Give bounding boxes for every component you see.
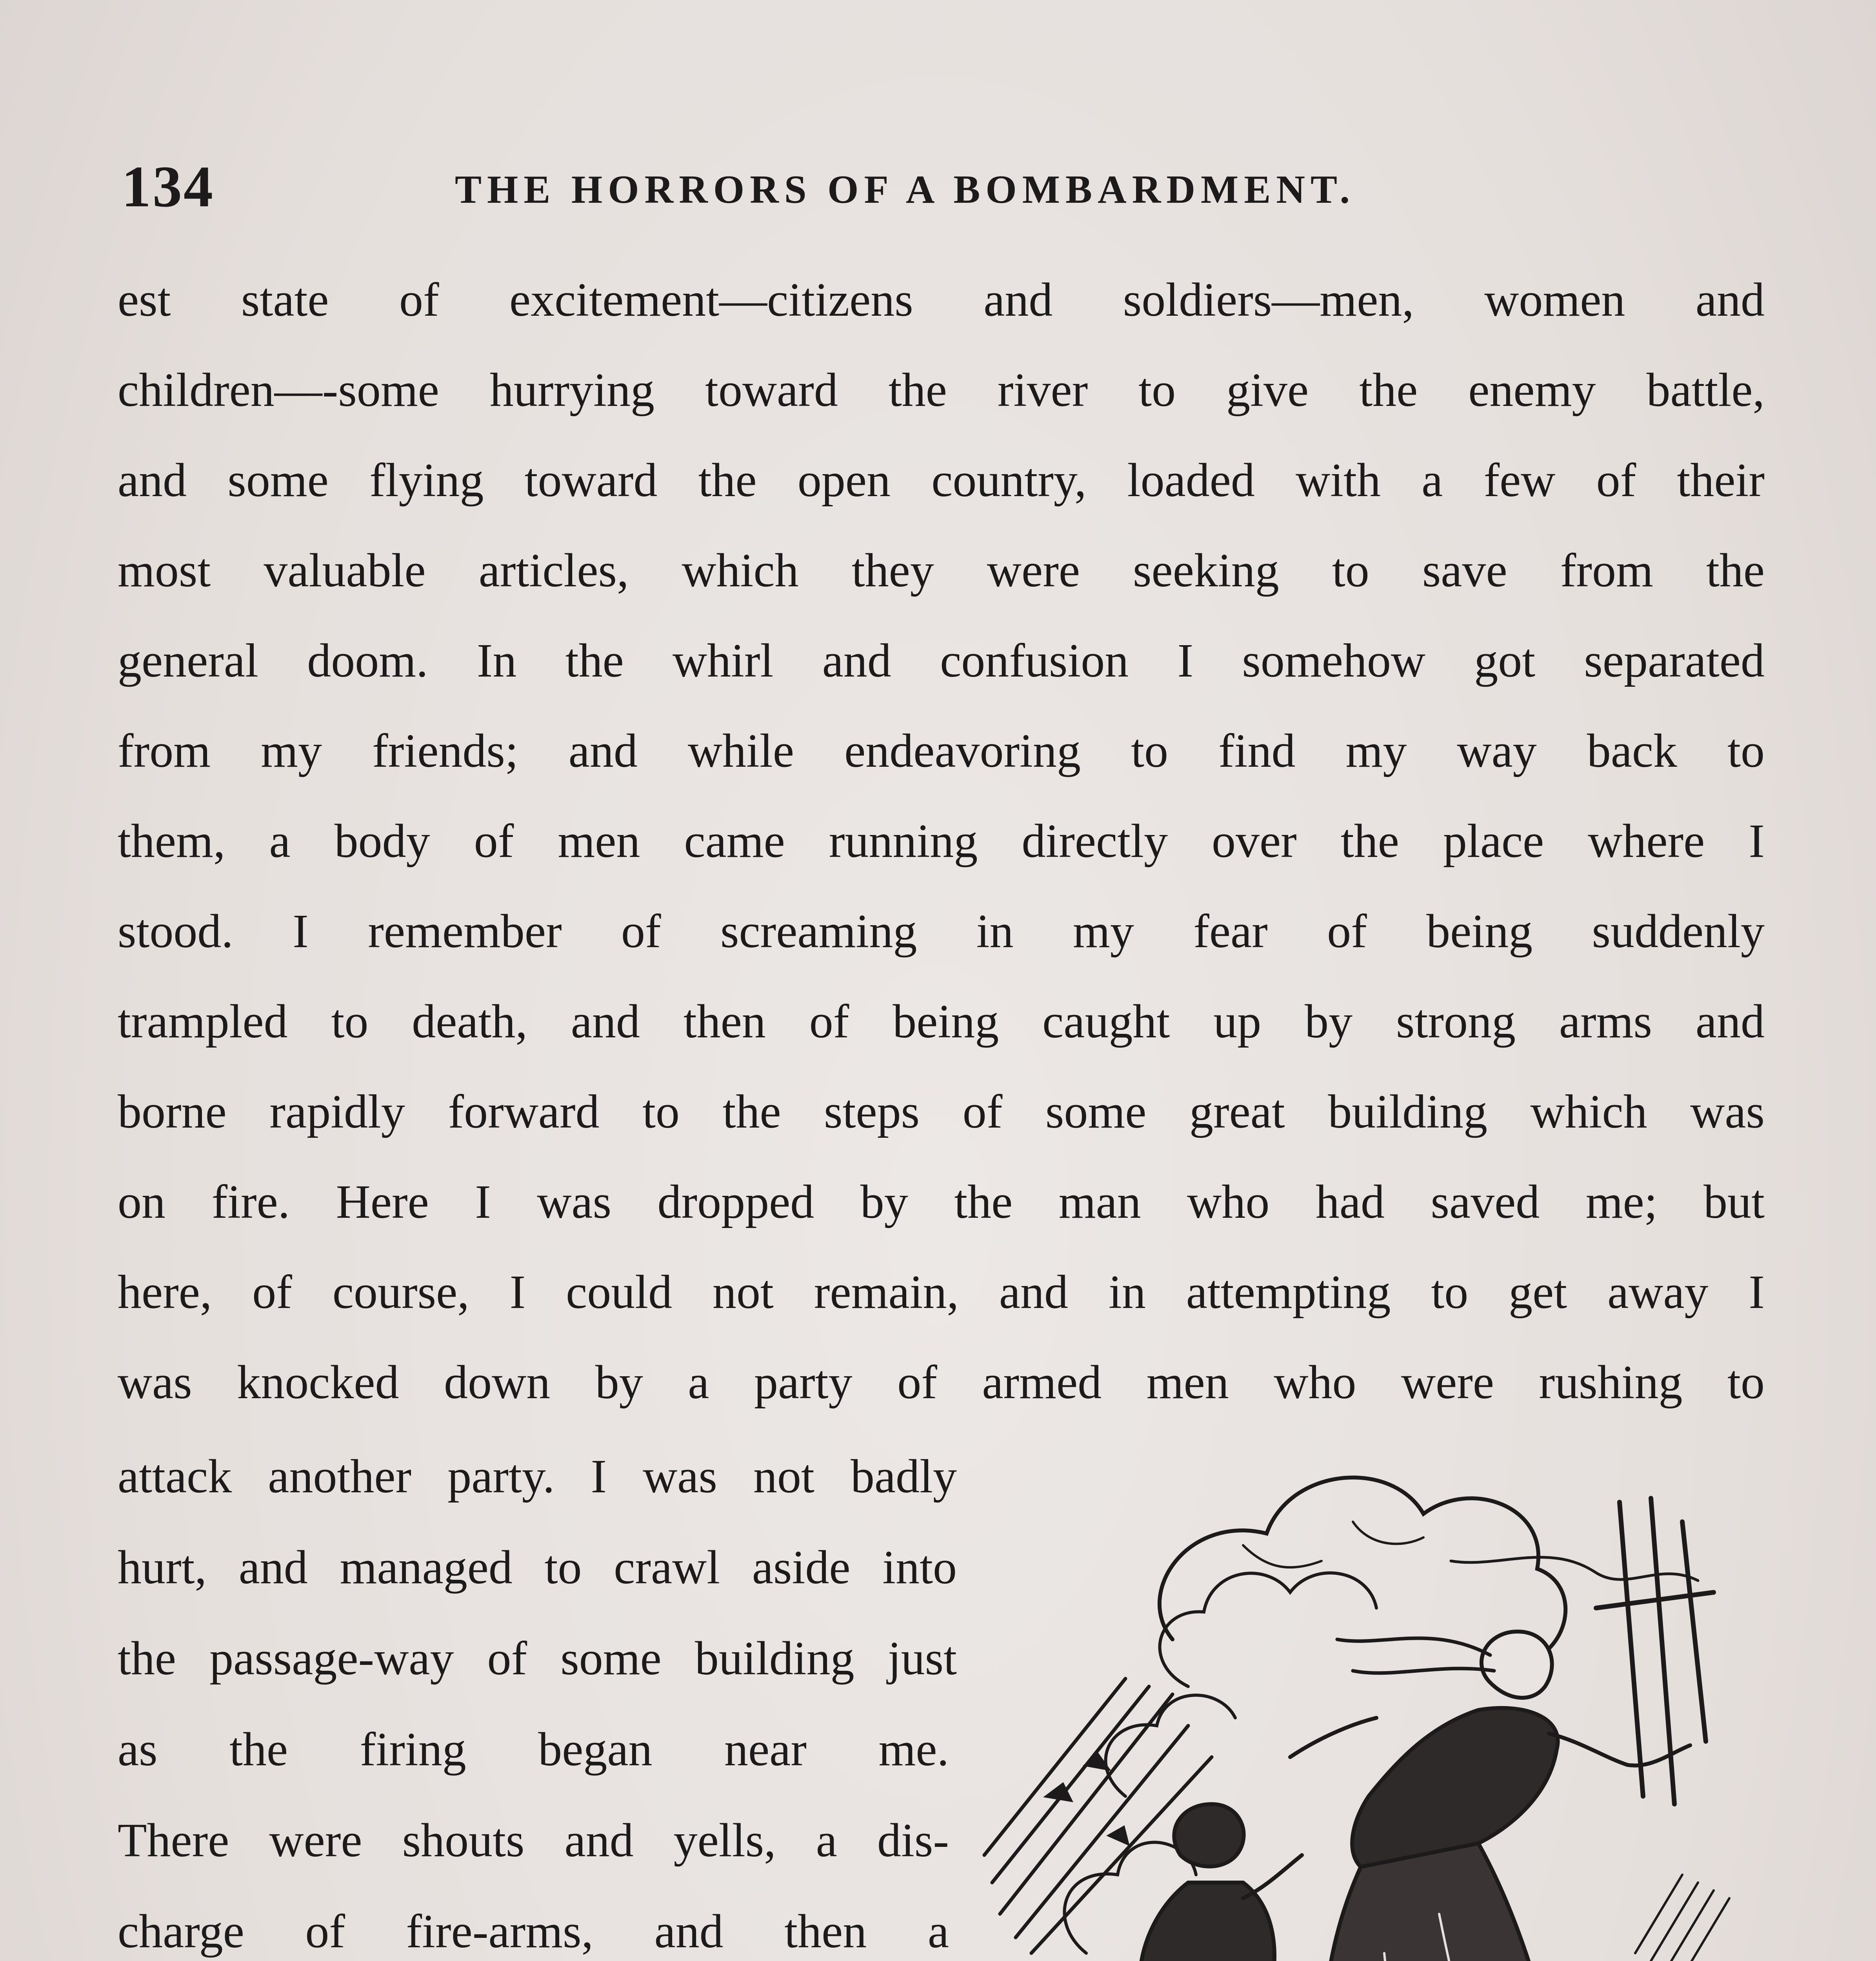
page-header: [118, 153, 1765, 231]
text-line: children—-some hurrying toward the river to give the enemy battle,: [118, 364, 1765, 417]
page-number: 134: [122, 154, 215, 219]
text-line: est state of excitement—citizens and soldiers—men, women and: [118, 273, 1765, 326]
running-title: THE HORRORS OF A BOMBARDMENT.: [455, 167, 1355, 212]
text-line: general doom. In the whirl and confusion I somehow got separated: [118, 634, 1765, 687]
wrap-text-line: the passage-way of some building just: [118, 1632, 957, 1685]
text-line: stood. I remember of screaming in my fear of being suddenly: [118, 905, 1765, 958]
text-line: trampled to death, and then of being caught up by strong arms and: [118, 995, 1765, 1048]
text-line: on fire. Here I was dropped by the man who had saved me; but: [118, 1175, 1765, 1228]
wrap-text-line: hurt, and managed to crawl aside into: [118, 1541, 957, 1594]
text-line: them, a body of men came running directly over the place where I: [118, 815, 1765, 868]
wrap-text-line: attack another party. I was not badly: [118, 1450, 957, 1503]
wrap-text-line: There were shouts and yells, a dis-: [118, 1814, 949, 1867]
text-line: was knocked down by a party of armed men who were rushing to: [118, 1356, 1765, 1409]
wrap-text-line: charge of fire-arms, and then a: [118, 1905, 949, 1958]
text-line: borne rapidly forward to the steps of some great building which was: [118, 1085, 1765, 1138]
text-line: most valuable articles, which they were seeking to save from the: [118, 544, 1765, 597]
wrap-text-line: as the firing began near me.: [118, 1723, 949, 1776]
illustration: [969, 1443, 1772, 1961]
text-line: here, of course, I could not remain, and in attempting to get away I: [118, 1266, 1765, 1319]
text-line: from my friends; and while endeavoring to find my way back to: [118, 724, 1765, 777]
text-line: and some flying toward the open country, loaded with a few of their: [118, 454, 1765, 507]
